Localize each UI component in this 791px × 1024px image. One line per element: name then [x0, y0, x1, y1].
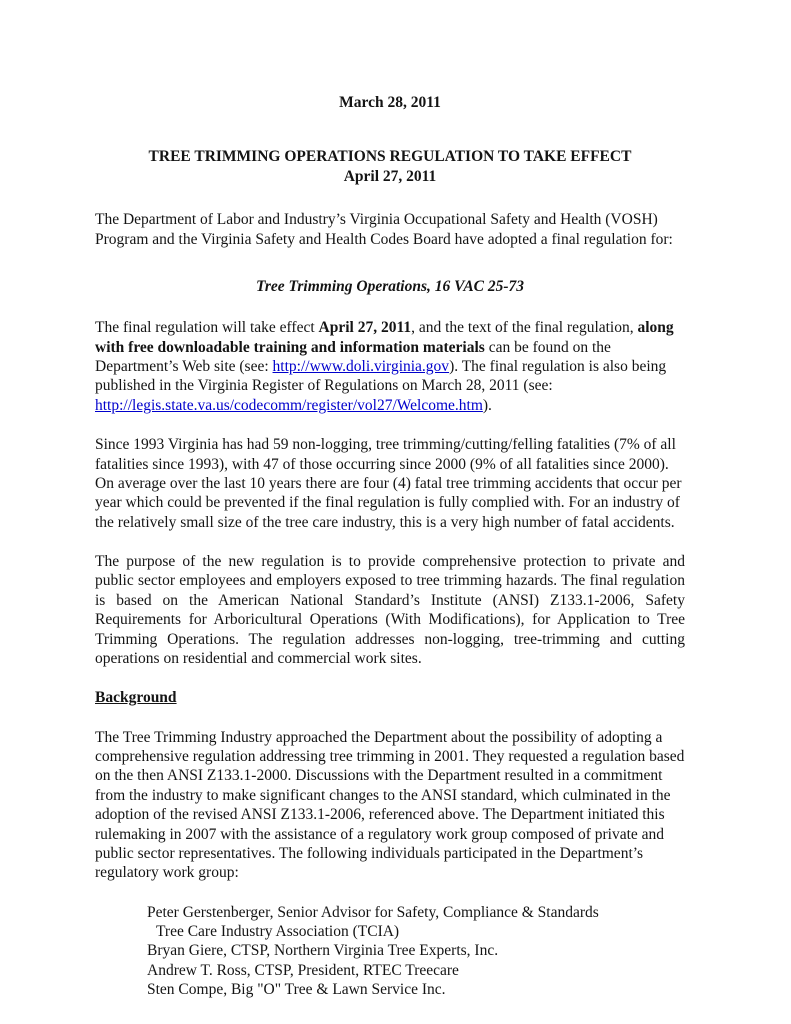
regulation-subtitle: Tree Trimming Operations, 16 VAC 25-73 [255, 277, 525, 295]
workgroup-member: Bryan Giere, CTSP, Northern Virginia Tree Experts, Inc. [147, 942, 499, 960]
virginia-register-link[interactable]: http://legis.state.va.us/codecomm/register/vol27/Welcome.htm [95, 396, 483, 414]
paragraph-adoption: The Department of Labor and Industry’s Virginia Occupational Safety and Health (VOSH) Program and the Virginia Safety and Health Codes Board have adopted a final regulation for: [95, 211, 673, 248]
workgroup-member: Sten Compe, Big "O" Tree & Lawn Service Inc. [147, 981, 446, 999]
document-title [95, 147, 685, 186]
workgroup-member-affiliation: Tree Care Industry Association (TCIA) [156, 923, 400, 940]
para2-run5: ). [482, 396, 492, 414]
doli-website-link[interactable]: http://www.doli.virginia.gov [272, 358, 450, 375]
document-title-line2: April 27, 2011 [343, 167, 437, 185]
para2-bold-date: April 27, 2011 [318, 319, 412, 337]
paragraph-purpose: The purpose of the new regulation is to provide comprehensive protection to private and public sector employees and employers exposed to tree trimming hazards. The final regulation is based on the American National Standard’s Institute (ANSI) Z133.1-2006, Safety Requirements for Arboricultural Operations (With Modifications), for Application to Tree Trimming Operations. The regulation addresses non-logging, tree-trimming and cutting operations on residential and commercial work sites. [95, 553, 685, 667]
para2-run3: can be found on the Department’s Web site (see: [95, 338, 611, 375]
document-title-line1: TREE TRIMMING OPERATIONS REGULATION TO TAKE EFFECT [148, 148, 632, 166]
background-heading: Background [95, 689, 177, 707]
para2-run4: ). The final regulation is also being published in the Virginia Register of Regulations on March 28, 2011 (see: [95, 358, 667, 395]
para2-bold-materials: along with free downloadable training and information materials [95, 319, 674, 356]
document-date: March 28, 2011 [339, 94, 441, 111]
paragraph-fatality-statistics: Since 1993 Virginia has had 59 non-logging, tree trimming/cutting/felling fatalities (7% of all fatalities since 1993), with 47 of those occurring since 2000 (9% of all fatalities since 2000). On average over the last 10 years there are four (4) fatal tree trimming accidents that occur per year which could be prevented if the final regulation is fully complied with. For an industry of the relatively small size of the tree care industry, this is a very high number of fatal accidents. [95, 436, 682, 531]
workgroup-member: Andrew T. Ross, CTSP, President, RTEC Treecare [147, 961, 459, 979]
paragraph-effective-date [95, 318, 685, 415]
workgroup-member: Peter Gerstenberger, Senior Advisor for Safety, Compliance & Standards [147, 903, 599, 921]
para2-run2: , and the text of the final regulation, [411, 319, 638, 337]
paragraph-background-history: The Tree Trimming Industry approached the Department about the possibility of adopting a comprehensive regulation addressing tree trimming in 2001. They requested a regulation based on the then ANSI Z133.1-2000. Discussions with the Department resulted in a commitment from the industry to make significant changes to the ANSI standard, which culminated in the adoption of the revised ANSI Z133.1-2006, referenced above. The Department initiated this rulemaking in 2007 with the assistance of a regulatory work group composed of private and public sector representatives. The following individuals participated in the Department’s regulatory work group: [95, 728, 685, 882]
para2-run1: The final regulation will take effect [95, 319, 319, 337]
workgroup-list [95, 903, 685, 1000]
